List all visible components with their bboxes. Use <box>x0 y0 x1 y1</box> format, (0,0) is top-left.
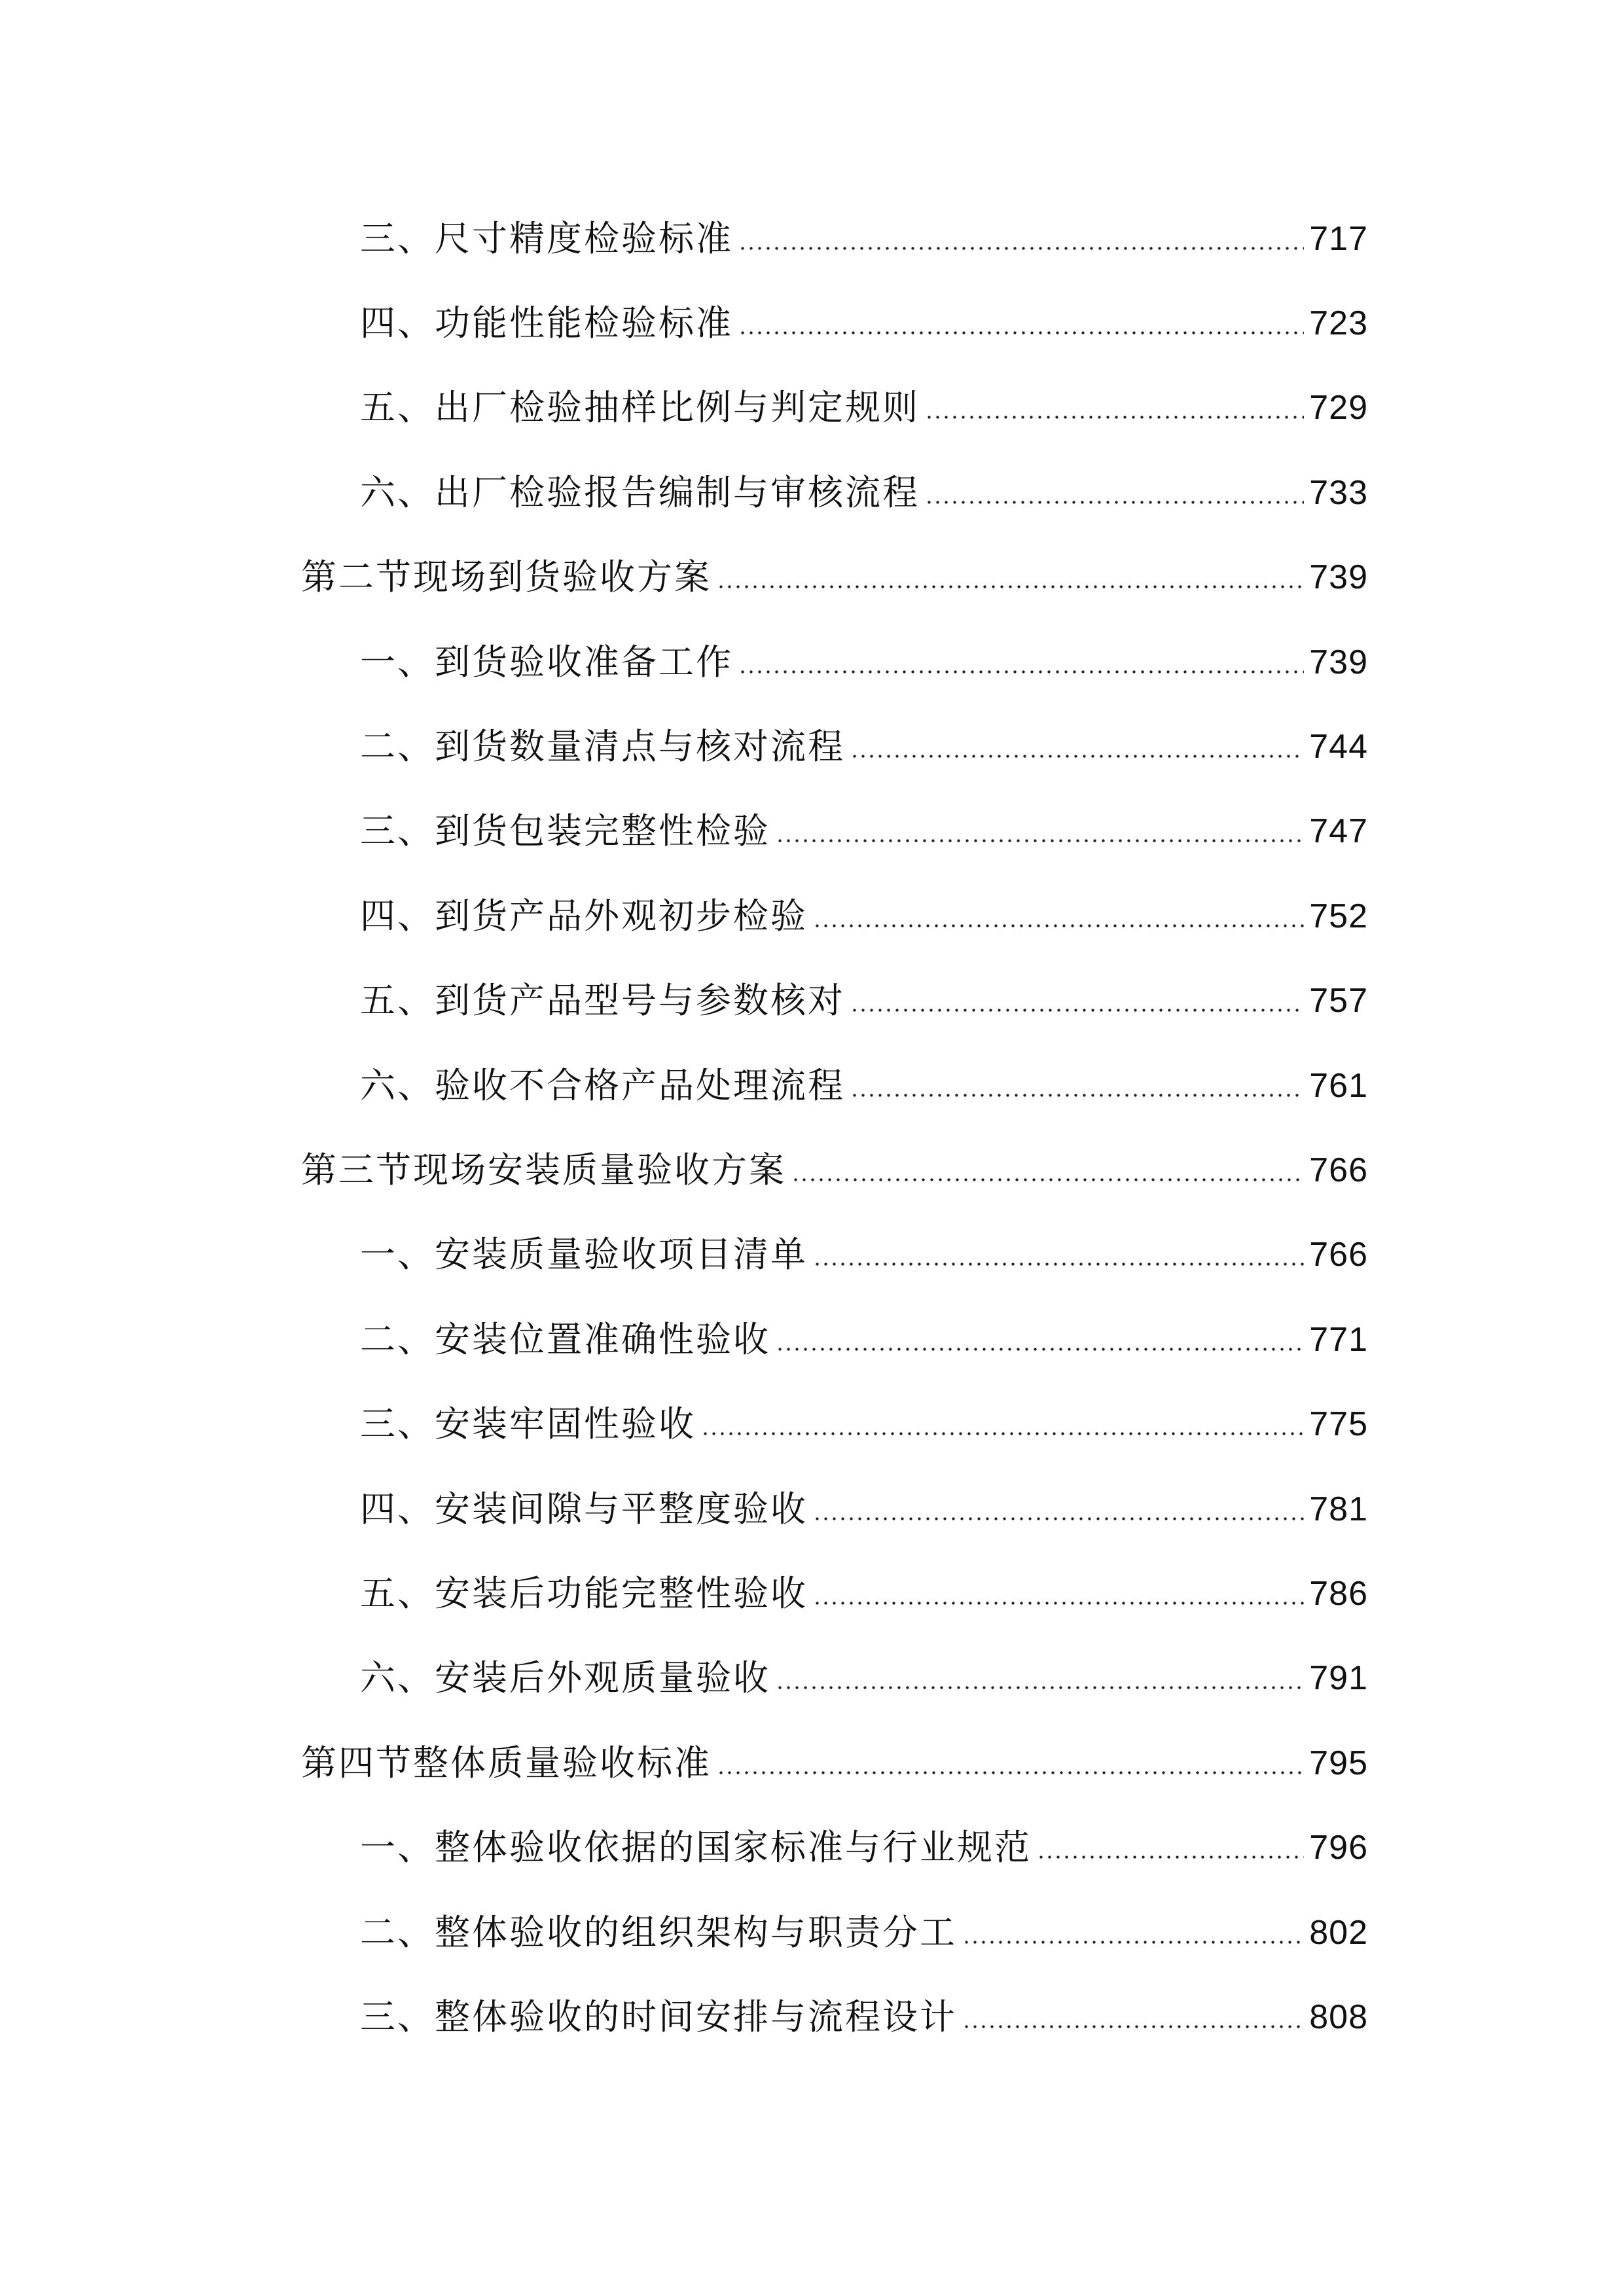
toc-entry-page-number: 766 <box>1309 1236 1368 1274</box>
toc-entry[interactable] <box>301 704 1368 789</box>
toc-entry-title: 第四节整体质量验收标准 <box>301 1742 712 1784</box>
toc-entry-page-number: 791 <box>1309 1659 1368 1698</box>
toc-dot-leader <box>738 645 1304 680</box>
toc-entry[interactable] <box>301 1890 1368 1975</box>
toc-entry-page-number: 717 <box>1309 219 1368 258</box>
toc-dot-leader <box>1037 1830 1304 1865</box>
toc-entry-title: 第二节现场到货验收方案 <box>301 556 712 598</box>
toc-entry-title: 五、出厂检验抽样比例与判定规则 <box>360 387 920 429</box>
toc-dot-leader <box>850 729 1304 764</box>
toc-entry-title: 二、安装位置准确性验收 <box>360 1318 770 1360</box>
toc-entry[interactable] <box>301 1382 1368 1466</box>
toc-entry[interactable] <box>301 450 1368 535</box>
toc-entry-title: 二、整体验收的组织架构与职责分工 <box>360 1911 957 1953</box>
toc-entry-page-number: 723 <box>1309 304 1368 343</box>
toc-dot-leader <box>925 390 1304 425</box>
toc-entry-title: 第三节现场安装质量验收方案 <box>301 1149 786 1191</box>
toc-entry[interactable] <box>301 1467 1368 1551</box>
toc-entry-page-number: 744 <box>1309 728 1368 766</box>
toc-entry-title: 二、到货数量清点与核对流程 <box>360 726 845 768</box>
toc-entry-page-number: 808 <box>1309 1998 1368 2036</box>
toc-entry-title: 一、安装质量验收项目清单 <box>360 1234 808 1276</box>
toc-section-entry[interactable] <box>301 535 1368 620</box>
toc-dot-leader <box>850 983 1304 1018</box>
toc-dot-leader <box>717 1746 1304 1781</box>
toc-entry-title: 一、到货验收准备工作 <box>360 641 733 683</box>
toc-entry-page-number: 766 <box>1309 1151 1368 1189</box>
toc-dot-leader <box>776 1322 1304 1357</box>
toc-entry-page-number: 733 <box>1309 473 1368 512</box>
toc-dot-leader <box>738 221 1304 257</box>
toc-entry-page-number: 752 <box>1309 897 1368 935</box>
toc-entry[interactable] <box>301 874 1368 958</box>
toc-entry[interactable] <box>301 366 1368 450</box>
toc-entry-page-number: 761 <box>1309 1066 1368 1105</box>
toc-entry-title: 三、安装牢固性验收 <box>360 1403 696 1445</box>
toc-entry[interactable] <box>301 959 1368 1043</box>
toc-entry-page-number: 729 <box>1309 389 1368 427</box>
toc-dot-leader <box>962 2000 1304 2035</box>
toc-entry[interactable] <box>301 1975 1368 2059</box>
toc-dot-leader <box>791 1153 1304 1188</box>
toc-entry-page-number: 781 <box>1309 1490 1368 1528</box>
toc-entry[interactable] <box>301 1805 1368 1890</box>
toc-section-entry[interactable] <box>301 1721 1368 1805</box>
toc-dot-leader <box>850 1068 1304 1103</box>
toc-entry-page-number: 739 <box>1309 643 1368 681</box>
toc-entry-title: 四、到货产品外观初步检验 <box>360 895 808 937</box>
toc-dot-leader <box>813 1237 1304 1272</box>
toc-entry-page-number: 795 <box>1309 1744 1368 1782</box>
toc-entry-title: 五、安装后功能完整性验收 <box>360 1572 808 1614</box>
toc-dot-leader <box>717 560 1304 595</box>
toc-entry[interactable] <box>301 789 1368 874</box>
toc-entry[interactable] <box>301 1213 1368 1297</box>
toc-dot-leader <box>813 1492 1304 1527</box>
toc-entry-page-number: 796 <box>1309 1829 1368 1867</box>
toc-entry-page-number: 747 <box>1309 812 1368 851</box>
toc-dot-leader <box>776 1660 1304 1696</box>
toc-entry-title: 三、尺寸精度检验标准 <box>360 217 733 259</box>
toc-dot-leader <box>813 1576 1304 1611</box>
toc-entry[interactable] <box>301 281 1368 365</box>
toc-section-entry[interactable] <box>301 1128 1368 1212</box>
toc-entry[interactable] <box>301 1297 1368 1382</box>
table-of-contents <box>301 196 1368 2060</box>
toc-entry-page-number: 739 <box>1309 558 1368 597</box>
toc-dot-leader <box>962 1915 1304 1950</box>
toc-entry-title: 四、安装间隙与平整度验收 <box>360 1488 808 1530</box>
toc-entry[interactable] <box>301 620 1368 704</box>
toc-entry-page-number: 786 <box>1309 1574 1368 1613</box>
toc-entry[interactable] <box>301 196 1368 281</box>
toc-entry-title: 三、到货包装完整性检验 <box>360 810 770 852</box>
toc-entry[interactable] <box>301 1551 1368 1636</box>
toc-entry[interactable] <box>301 1043 1368 1128</box>
toc-entry-title: 六、出厂检验报告编制与审核流程 <box>360 471 920 513</box>
toc-entry-page-number: 775 <box>1309 1405 1368 1444</box>
toc-dot-leader <box>738 306 1304 341</box>
toc-dot-leader <box>813 899 1304 934</box>
toc-entry-page-number: 802 <box>1309 1913 1368 1952</box>
toc-entry-title: 五、到货产品型号与参数核对 <box>360 980 845 1022</box>
toc-entry-title: 六、安装后外观质量验收 <box>360 1657 770 1699</box>
toc-entry-page-number: 771 <box>1309 1320 1368 1359</box>
toc-entry-title: 四、功能性能检验标准 <box>360 302 733 344</box>
toc-dot-leader <box>776 814 1304 849</box>
toc-dot-leader <box>925 475 1304 511</box>
toc-dot-leader <box>701 1407 1304 1442</box>
toc-entry-page-number: 757 <box>1309 982 1368 1020</box>
toc-entry[interactable] <box>301 1636 1368 1721</box>
toc-entry-title: 六、验收不合格产品处理流程 <box>360 1064 845 1106</box>
toc-entry-title: 三、整体验收的时间安排与流程设计 <box>360 1996 957 2037</box>
toc-entry-title: 一、整体验收依据的国家标准与行业规范 <box>360 1827 1032 1869</box>
